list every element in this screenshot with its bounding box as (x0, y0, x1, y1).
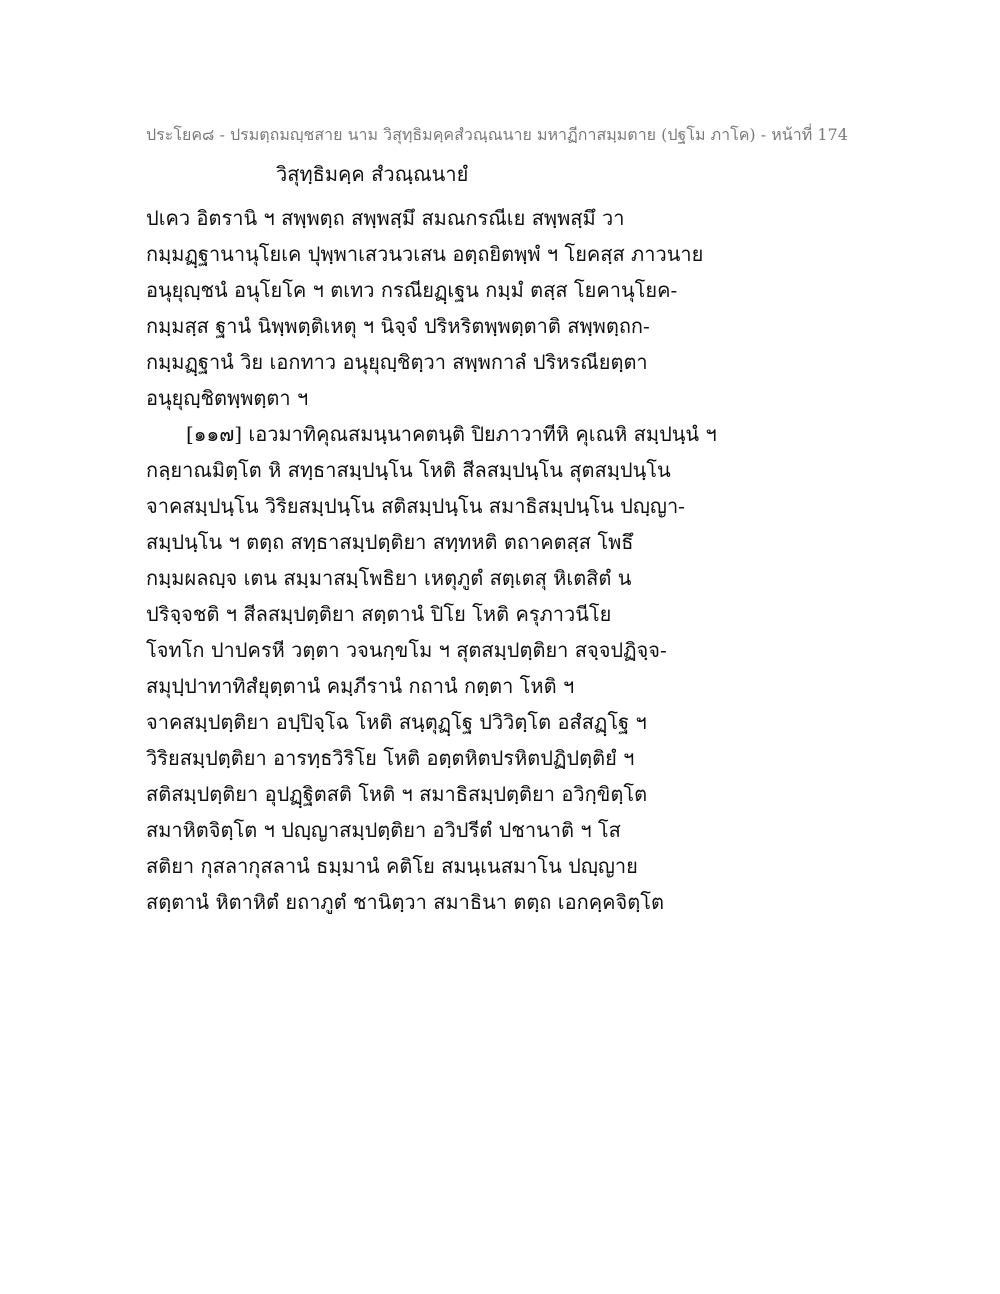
running-header: ประโยค๘ - ปรมตฺถมญฺชสาย นาม วิสุทฺธิมคฺคสํวณฺณนาย มหาฏีกาสมฺมตาย (ปฐโม ภาโค) - หน้าที่ 174 (146, 125, 848, 144)
text-line: สติสมฺปตฺติยา อุปฏฺฐิตสติ โหติ ฯ สมาธิสมฺปตฺติยา อวิกฺขิตฺโต (146, 782, 648, 806)
text-line: อนุยุญฺชนํ อนุโยโค ฯ ตเทว กรณียฏฺเฐน กมฺมํ ตสฺส โยคานุโยค- (146, 278, 678, 302)
text-line: สมฺปนฺโน ฯ ตตฺถ สทฺธาสมฺปตฺติยา สทฺทหติ ตถาคตสฺส โพธึ (146, 530, 634, 554)
text-line: ปริจฺจชติ ฯ สีลสมฺปตฺติยา สตฺตานํ ปิโย โหติ ครุภาวนีโย (146, 602, 612, 626)
text-line: กลฺยาณมิตฺโต หิ สทฺธาสมฺปนฺโน โหติ สีลสมฺปนฺโน สุตสมฺปนฺโน (146, 458, 671, 482)
text-line: อนุยุญฺชิตพฺพตฺตา ฯ (146, 386, 309, 410)
section-title: วิสุทฺธิมคฺค สํวณฺณนายํ (276, 162, 469, 186)
text-line: กมฺมฏฺฐานํ วิย เอกทาว อนุยุญฺชิตฺวา สพฺพกาลํ ปริหรณียตฺตา (146, 350, 648, 374)
text-line: กมฺมฏฺฐานานุโยเค ปุพฺพาเสวนวเสน อตฺถยิตพฺพํ ฯ โยคสฺส ภาวนาย (146, 242, 704, 266)
text-line: สมาหิตจิตฺโต ฯ ปญฺญาสมฺปตฺติยา อวิปรีตํ ปชานาติ ฯ โส (146, 818, 621, 842)
text-line: ปเคว อิตรานิ ฯ สพฺพตฺถ สพฺพสฺมึ สมณกรณีเย สพฺพสฺมึ วา (146, 206, 625, 230)
text-line: สมุปฺปาทาทิสํยุตฺตานํ คมฺภีรานํ กถานํ กตฺตา โหติ ฯ (146, 674, 575, 698)
text-line: จาคสมฺปนฺโน วิริยสมฺปนฺโน สติสมฺปนฺโน สมาธิสมฺปนฺโน ปญฺญา- (146, 494, 685, 518)
text-line: กมฺมผลญฺจ เตน สมฺมาสมฺโพธิยา เหตุภูตํ สตฺเตสุ หิเตสิตํ น (146, 566, 632, 590)
text-line: จาคสมฺปตฺติยา อปฺปิจฺโฉ โหติ สนฺตุฏฺโฐ ปวิวิตฺโต อสํสฏฺโฐ ฯ (146, 710, 647, 734)
text-line: วิริยสมฺปตฺติยา อารทฺธวิริโย โหติ อตฺตหิตปรหิตปฏิปตฺติยํ ฯ (146, 746, 635, 770)
body-text (146, 200, 866, 920)
text-line: โจทโก ปาปครหี วตฺตา วจนกฺขโม ฯ สุตสมฺปตฺติยา สจฺจปฏิจฺจ- (146, 638, 667, 662)
paragraph-start-line: [๑๑๗] เอวมาทิคุณสมนฺนาคตนฺติ ปิยภาวาทีหิ คุเณหิ สมฺปนฺนํ ฯ (186, 422, 717, 446)
text-line: สตฺตานํ หิตาหิตํ ยถาภูตํ ชานิตฺวา สมาธินา ตตฺถ เอกคฺคจิตฺโต (146, 890, 664, 914)
text-line: สติยา กุสลากุสลานํ ธมฺมานํ คติโย สมนฺเนสมาโน ปญฺญาย (146, 854, 638, 878)
text-line: กมฺมสฺส ฐานํ นิพฺพตฺติเหตุ ฯ นิจฺจํ ปริหริตพฺพตฺตาติ สพฺพตฺถก- (146, 314, 650, 338)
